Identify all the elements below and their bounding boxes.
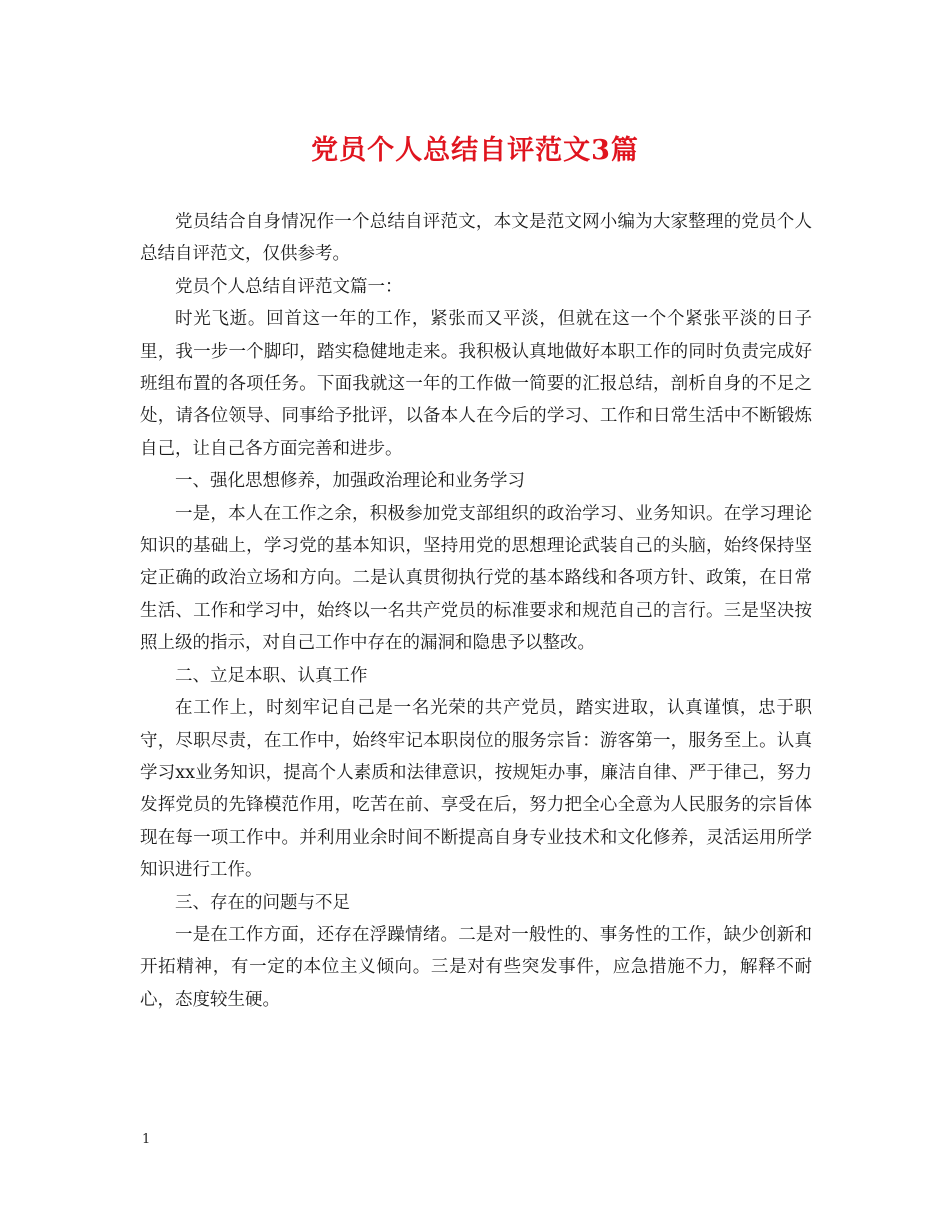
article-heading: 党员个人总结自评范文篇一： [175, 276, 403, 297]
section-heading-2: 二、立足本职、认真工作 [175, 665, 368, 686]
document-title: 党员个人总结自评范文3篇 [311, 135, 639, 166]
document-body [140, 206, 812, 1016]
intro-paragraph: 党员结合自身情况作一个总结自评范文，本文是范文网小编为大家整理的党员个人总结自评范文，仅供参考。 [140, 212, 812, 265]
body-paragraph: 在工作上，时刻牢记自己是一名光荣的共产党员，踏实进取，认真谨慎，忠于职守，尽职尽责，在工作中，始终牢记本职岗位的服务宗旨：游客第一，服务至上。认真学习xx业务知识，提高个人素质和法律意识，按规矩办事，廉洁自律、严于律己，努力发挥党员的先锋模范作用，吃苦在前、享受在后，努力把全心全意为人民服务的宗旨体现在每一项工作中。并利用业余时间不断提高自身专业技术和文化修养，灵活运用所学知识进行工作。 [140, 698, 812, 881]
body-paragraph: 时光飞逝。回首这一年的工作，紧张而又平淡，但就在这一个个紧张平淡的日子里，我一步一个脚印，踏实稳健地走来。我积极认真地做好本职工作的同时负责完成好班组布置的各项任务。下面我就这一年的工作做一简要的汇报总结，剖析自身的不足之处，请各位领导、同事给予批评，以备本人在今后的学习、工作和日常生活中不断锻炼自己，让自己各方面完善和进步。 [140, 309, 812, 459]
section-heading-3: 三、存在的问题与不足 [175, 892, 350, 913]
page-number: 1 [142, 1132, 151, 1147]
body-paragraph: 一是，本人在工作之余，积极参加党支部组织的政治学习、业务知识。在学习理论知识的基础上，学习党的基本知识，坚持用党的思想理论武装自己的头脑，始终保持坚定正确的政治立场和方向。二是认真贯彻执行党的基本路线和各项方针、政策，在日常生活、工作和学习中，始终以一名共产党员的标准要求和规范自己的言行。三是坚决按照上级的指示，对自己工作中存在的漏洞和隐患予以整改。 [140, 503, 812, 654]
body-paragraph: 一是在工作方面，还存在浮躁情绪。二是对一般性的、事务性的工作，缺少创新和开拓精神，有一定的本位主义倾向。三是对有些突发事件，应急措施不力，解释不耐心，态度较生硬。 [140, 924, 812, 1010]
section-heading-1: 一、强化思想修养，加强政治理论和业务学习 [175, 471, 525, 492]
